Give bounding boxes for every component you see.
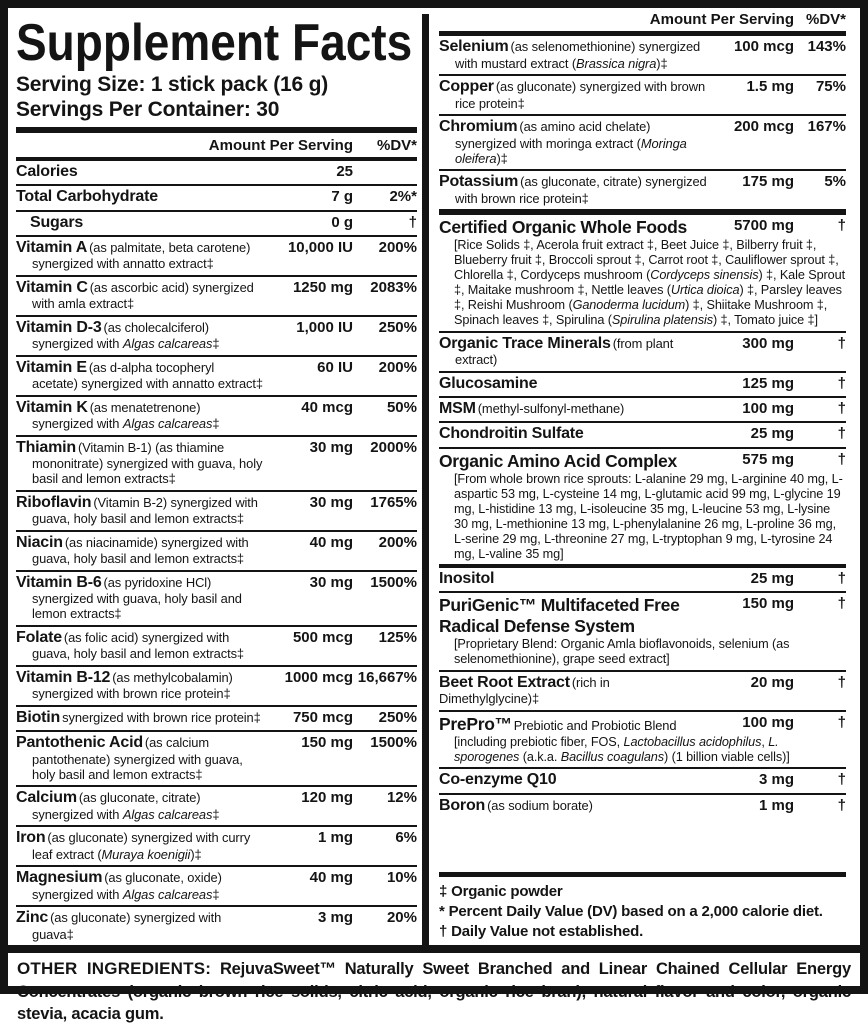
nutrient-text — [16, 909, 263, 943]
nutrient-row — [16, 184, 417, 209]
nutrient-text — [16, 574, 263, 622]
nutrient-row — [439, 591, 846, 669]
nutrient-name: Magnesium — [16, 869, 103, 887]
nutrient-text — [16, 669, 263, 703]
nutrient-row-line — [439, 570, 846, 589]
nutrient-row — [439, 710, 846, 768]
nutrient-name: PrePro™ — [439, 713, 512, 734]
nutrient-daily-value: 250% — [378, 318, 417, 336]
nutrient-name: Folate — [16, 628, 62, 646]
nutrient-name: Vitamin D-3 — [16, 318, 102, 336]
nutrient-row-line — [16, 163, 417, 182]
facts-panel — [8, 8, 860, 945]
nutrient-description: (as gluconate, citrate) synergized with Algas calcareas‡ — [32, 790, 220, 822]
nutrient-daily-value: 143% — [807, 38, 846, 55]
nutrient-text — [439, 217, 710, 237]
nutrient-row — [439, 114, 846, 169]
column-divider — [422, 14, 429, 945]
nutrient-description: (as amino acid chelate) synergized with moringa extract (Moringa oleifera)‡ — [455, 119, 687, 166]
nutrient-row-line — [16, 214, 417, 233]
nutrient-text — [439, 797, 710, 816]
serving-size: Serving Size: 1 stick pack (16 g) — [16, 73, 329, 96]
nutrient-row — [16, 435, 417, 490]
nutrient-description: (as pyridoxine HCl) synergized with guava, holy basil and lemon extracts‡ — [32, 574, 242, 622]
nutrient-amount: 100 mg — [742, 400, 794, 417]
nutrient-row-line — [16, 439, 417, 487]
nutrient-row-line — [16, 869, 417, 903]
nutrient-text — [439, 425, 710, 444]
nutrient-description: (as calcium pantothenate) synergized with guava, holy basil and lemon extracts‡ — [32, 735, 243, 782]
nutrient-description: (as gluconate, citrate) synergized with brown rice protein‡ — [455, 174, 707, 206]
servings-per-container: Servings Per Container: 30 — [16, 98, 280, 121]
nutrient-row-line — [16, 319, 417, 353]
nutrient-text — [16, 709, 263, 728]
nutrient-description: (as gluconate) synergized with brown rice protein‡ — [455, 79, 706, 111]
nutrient-amount: 120 mg — [301, 789, 353, 807]
nutrient-name: Organic Amino Acid Complex — [439, 450, 677, 471]
nutrient-description: (as gluconate, oxide) synergized with Algas calcareas‡ — [32, 870, 222, 902]
nutrient-row-line — [16, 239, 417, 273]
nutrient-text — [16, 534, 263, 568]
nutrient-description: (as niacinamide) synergized with guava, holy basil and lemon extracts‡ — [32, 534, 249, 567]
nutrient-amount: 3 mg — [317, 909, 353, 927]
nutrient-text — [16, 279, 263, 313]
nutrient-description: (Vitamin B-1) (as thiamine mononitrate) synergized with guava, holy basil and lemon extracts‡ — [32, 439, 263, 487]
nutrient-text — [439, 38, 710, 72]
nutrient-daily-value: 200% — [378, 533, 417, 551]
nutrient-row — [439, 371, 846, 396]
nutrient-daily-value: 1500% — [370, 734, 417, 752]
nutrient-row-line — [16, 789, 417, 823]
nutrient-name: Beet Root Extract — [439, 673, 570, 691]
nutrient-amount: 175 mg — [742, 173, 794, 191]
nutrient-row-line — [439, 78, 846, 112]
nutrient-daily-value: † — [408, 213, 417, 231]
nutrient-row-line — [439, 797, 846, 816]
nutrient-amount: 1250 mg — [292, 278, 353, 296]
nutrient-name: Iron — [16, 829, 46, 847]
nutrient-description: (as sodium borate) — [487, 797, 593, 813]
nutrient-amount: 25 — [336, 163, 353, 180]
nutrient-name: Vitamin C — [16, 278, 88, 296]
left-column-header — [16, 133, 417, 157]
nutrient-row — [16, 785, 417, 825]
nutrient-row — [16, 210, 417, 235]
nutrient-amount: 25 mg — [750, 570, 794, 588]
nutrient-row — [16, 315, 417, 355]
nutrient-row — [16, 730, 417, 785]
nutrient-row — [439, 331, 846, 371]
nutrient-daily-value: 5% — [824, 173, 846, 191]
nutrient-daily-value: † — [837, 425, 846, 443]
nutrient-amount: 3 mg — [758, 771, 794, 789]
nutrient-amount: 100 mg — [742, 713, 794, 731]
right-nutrient-rows — [439, 36, 846, 872]
nutrient-text — [16, 869, 263, 903]
nutrient-row — [16, 865, 417, 905]
page-title: Supplement Facts — [16, 12, 413, 72]
nutrient-amount: 200 mcg — [733, 118, 794, 136]
nutrient-daily-value: 1765% — [370, 493, 417, 511]
nutrient-name: Vitamin K — [16, 398, 88, 416]
nutrient-daily-value: † — [837, 450, 846, 468]
nutrient-amount: 1000 mcg — [284, 668, 353, 686]
nutrient-row-line — [439, 425, 846, 444]
nutrient-text — [439, 173, 710, 207]
nutrient-row-line — [16, 494, 417, 528]
dv-header: %DV* — [805, 11, 846, 28]
nutrient-daily-value: 200% — [378, 238, 417, 256]
nutrient-sublist: [From whole brown rice sprouts: L-alanine 29 mg, L-arginine 40 mg, L-aspartic 53 mg, L-cysteine 14 mg, L-glutamic acid 99 mg, L-glycine 19 mg, L-histidine 13 mg, L-isoleucine 35 mg, L-leucine 53 mg, L-lysine 30 mg, L-methionine 13 mg, L-phenylalanine 26 mg, L-proline 36 mg, L-serine 29 mg, L-threonine 27 mg, L-tryptophan 9 mg, L-tyrosine 24 mg, L-valine 35 mg] — [454, 471, 843, 561]
nutrient-text — [16, 494, 263, 528]
nutrient-row-line — [439, 118, 846, 166]
right-column — [429, 8, 852, 945]
nutrient-text — [439, 595, 710, 636]
nutrient-name: Certified Organic Whole Foods — [439, 217, 687, 238]
nutrient-description: (as selenomethionine) synergized with mustard extract (Brassica nigra)‡ — [455, 39, 701, 71]
nutrient-row — [16, 395, 417, 435]
nutrient-amount: 60 IU — [317, 358, 353, 376]
nutrient-text — [16, 359, 263, 393]
nutrient-name: Calcium — [16, 789, 77, 807]
nutrient-name: Vitamin A — [16, 238, 88, 256]
nutrient-description: synergized with brown rice protein‡ — [62, 709, 261, 725]
nutrient-daily-value: † — [837, 334, 846, 352]
nutrient-description: (as d-alpha tocopheryl acetate) synergized with annatto extract‡ — [32, 359, 263, 392]
footnote-organic-powder: ‡ Organic powder — [439, 883, 563, 901]
nutrient-daily-value: 12% — [386, 789, 417, 807]
nutrient-name: Potassium — [439, 173, 519, 191]
nutrient-amount: 300 mg — [742, 334, 794, 352]
nutrient-name: Vitamin E — [16, 358, 87, 376]
nutrient-text — [16, 789, 263, 823]
nutrient-name: Co-enzyme Q10 — [439, 771, 557, 789]
nutrient-row — [439, 564, 846, 591]
nutrient-description: (as gluconate) synergized with curry leaf extract (Muraya koenigii)‡ — [32, 830, 251, 862]
nutrient-row — [439, 209, 846, 331]
nutrient-daily-value: 200% — [378, 358, 417, 376]
nutrient-description: (as methylcobalamin) synergized with brown rice protein‡ — [32, 669, 233, 702]
nutrient-row — [16, 665, 417, 705]
nutrient-row-line — [439, 595, 846, 636]
nutrient-row — [16, 275, 417, 315]
nutrient-daily-value: 20% — [386, 909, 417, 927]
nutrient-row — [16, 905, 417, 945]
nutrient-name: Zinc — [16, 909, 49, 927]
nutrient-daily-value: 167% — [807, 118, 846, 136]
right-column-header — [439, 8, 846, 31]
nutrient-row — [439, 670, 846, 710]
nutrient-text — [439, 674, 710, 708]
left-column — [8, 8, 422, 945]
footnote-not-established: † Daily Value not established. — [439, 923, 644, 941]
nutrient-amount: 1 mg — [317, 829, 353, 847]
nutrient-row-line — [16, 709, 417, 728]
nutrient-daily-value: † — [837, 713, 846, 731]
nutrient-text — [439, 335, 710, 369]
nutrient-row-line — [439, 38, 846, 72]
nutrient-daily-value: † — [837, 771, 846, 789]
nutrient-daily-value: † — [837, 400, 846, 417]
nutrient-amount: 30 mg — [309, 493, 353, 511]
nutrient-amount: 150 mg — [742, 595, 794, 613]
nutrient-row — [439, 36, 846, 74]
nutrient-amount: 10,000 IU — [287, 238, 353, 256]
nutrient-name: Inositol — [439, 570, 495, 588]
nutrient-row-line — [16, 669, 417, 703]
nutrient-row-line — [16, 359, 417, 393]
nutrient-text — [16, 214, 263, 233]
nutrient-row-line — [16, 829, 417, 863]
nutrient-name: Organic Trace Minerals — [439, 334, 611, 352]
nutrient-amount: 5700 mg — [733, 217, 794, 235]
nutrient-amount: 100 mcg — [733, 38, 794, 55]
nutrient-daily-value: 1500% — [370, 573, 417, 591]
nutrient-text — [439, 771, 710, 790]
nutrient-daily-value: 2083% — [370, 278, 417, 296]
nutrient-row — [16, 235, 417, 275]
nutrient-row-line — [16, 399, 417, 433]
nutrient-amount: 40 mcg — [301, 398, 353, 416]
nutrient-amount: 1,000 IU — [296, 318, 353, 336]
nutrient-row-line — [16, 574, 417, 622]
nutrient-row — [439, 396, 846, 421]
nutrient-amount: 30 mg — [309, 438, 353, 456]
nutrient-text — [16, 629, 263, 663]
nutrient-daily-value: † — [837, 374, 846, 392]
nutrient-text — [16, 188, 263, 207]
nutrient-name: Niacin — [16, 533, 63, 551]
nutrient-description: (rich in Dimethylglycine)‡ — [439, 674, 610, 707]
nutrient-daily-value: † — [837, 570, 846, 588]
nutrient-row — [16, 490, 417, 530]
nutrient-name: Chondroitin Sulfate — [439, 425, 584, 443]
nutrient-row-line — [16, 734, 417, 782]
nutrient-text — [16, 163, 263, 182]
nutrient-row-line — [439, 335, 846, 369]
nutrient-name: Boron — [439, 796, 486, 814]
nutrient-sublist: [Proprietary Blend: Organic Amla bioflavonoids, selenium (as selenomethionine), grape seed extract] — [454, 637, 790, 667]
nutrient-text — [16, 439, 263, 487]
nutrient-row — [16, 161, 417, 184]
nutrient-description: (as palmitate, beta carotene) synergized with annatto extract‡ — [32, 239, 251, 272]
nutrient-description: Prebiotic and Probiotic Blend — [513, 717, 677, 733]
nutrient-name: Biotin — [16, 708, 61, 726]
nutrient-row-line — [439, 217, 846, 237]
nutrient-description: (from plant extract) — [455, 335, 674, 368]
nutrient-amount: 0 g — [331, 213, 353, 231]
nutrient-name: Pantothenic Acid — [16, 734, 143, 752]
nutrient-daily-value: † — [837, 796, 846, 814]
nutrient-description: (as cholecalciferol) synergized with Algas calcareas‡ — [32, 319, 220, 352]
nutrient-row-line — [439, 173, 846, 207]
nutrient-daily-value: † — [837, 217, 846, 235]
nutrient-description: (Vitamin B-2) synergized with guava, holy basil and lemon extracts‡ — [32, 494, 258, 527]
nutrient-row — [16, 625, 417, 665]
nutrient-text — [16, 239, 263, 273]
nutrient-row — [16, 825, 417, 865]
nutrient-row-line — [16, 279, 417, 313]
nutrient-amount: 1 mg — [758, 796, 794, 814]
nutrient-name: Riboflavin — [16, 493, 92, 511]
nutrient-text — [439, 400, 710, 419]
nutrient-text — [439, 570, 710, 589]
nutrient-row — [439, 793, 846, 818]
nutrient-amount: 1.5 mg — [746, 78, 794, 96]
nutrient-daily-value: 2%* — [389, 188, 417, 206]
nutrient-amount: 125 mg — [742, 374, 794, 392]
nutrient-amount: 40 mg — [309, 533, 353, 551]
nutrient-daily-value: 50% — [386, 398, 417, 416]
nutrient-row-line — [439, 674, 846, 708]
footnotes — [439, 872, 846, 945]
nutrient-description: (as folic acid) synergized with guava, holy basil and lemon extracts‡ — [32, 629, 244, 662]
nutrient-amount: 500 mcg — [292, 628, 353, 646]
nutrient-name: Copper — [439, 78, 494, 96]
nutrient-daily-value: 75% — [815, 78, 846, 96]
nutrient-daily-value: 250% — [378, 708, 417, 726]
nutrient-row — [439, 421, 846, 446]
nutrient-amount: 750 mcg — [292, 708, 353, 726]
nutrient-sublist: [including prebiotic fiber, FOS, Lactobacillus acidophilus, L. sporogenes (a.k.a. Bacillus coagulans) (1 billion viable cells)] — [454, 734, 790, 764]
nutrient-row-line — [16, 629, 417, 663]
nutrient-row — [16, 530, 417, 570]
nutrient-name: Vitamin B-12 — [16, 668, 111, 686]
nutrient-row-line — [439, 771, 846, 790]
nutrient-row — [16, 570, 417, 625]
other-ingredients-label: OTHER INGREDIENTS: — [17, 959, 212, 979]
nutrient-text — [16, 829, 263, 863]
nutrient-daily-value: † — [837, 595, 846, 613]
left-nutrient-rows — [16, 161, 417, 945]
nutrient-row — [439, 74, 846, 114]
nutrient-row-line — [439, 400, 846, 419]
nutrient-row-line — [16, 188, 417, 207]
dv-header: %DV* — [376, 137, 417, 154]
nutrient-sublist: [Rice Solids ‡, Acerola fruit extract ‡, Beet Juice ‡, Bilberry fruit ‡, Blueberry fruit ‡, Broccoli sprout ‡, Carrot root ‡, Cauliflower sprout ‡, Chlorella ‡, Cordyceps mushroom (Cordyceps sinensis) ‡, Kale Sprout ‡, Maitake mushroom ‡, Nettle leaves (Urtica dioica) ‡, Parsley leaves ‡, Reishi Mushroom (Ganoderma lucidum) ‡, Shiitake Mushroom ‡, Spinach leaves ‡, Spirulina (Spirulina platensis) ‡, Tomato juice ‡] — [454, 238, 846, 328]
nutrient-name: Vitamin B-6 — [16, 573, 102, 591]
nutrient-text — [439, 78, 710, 112]
nutrient-daily-value: 10% — [386, 869, 417, 887]
nutrient-name: Glucosamine — [439, 374, 538, 392]
nutrient-text — [439, 375, 710, 394]
nutrient-text — [16, 319, 263, 353]
nutrient-row — [439, 767, 846, 792]
nutrient-row-line — [439, 375, 846, 394]
amount-header: Amount Per Serving — [208, 137, 353, 154]
nutrient-daily-value: † — [837, 673, 846, 691]
footnote-daily-value: * Percent Daily Value (DV) based on a 2,000 calorie diet. — [439, 903, 823, 921]
nutrient-name: PuriGenic™ Multifaceted Free Radical Defense System — [439, 595, 680, 636]
nutrient-daily-value: 6% — [395, 829, 417, 847]
nutrient-text — [16, 734, 263, 782]
nutrient-text — [439, 118, 710, 166]
nutrient-text — [16, 399, 263, 433]
amount-header: Amount Per Serving — [649, 11, 794, 28]
nutrient-row — [439, 447, 846, 565]
nutrient-row — [16, 355, 417, 395]
nutrient-row — [439, 169, 846, 209]
other-ingredients-text: RejuvaSweet™ Naturally Sweet Branched and Linear Chained Cellular Energy Concentrates (organic brown rice solids, citric acid, organic rice bran), natural flavor and color, organic stevia, acacia gum. — [17, 960, 851, 1024]
nutrient-daily-value: 2000% — [370, 438, 417, 456]
nutrient-name: Calories — [16, 163, 78, 180]
nutrient-amount: 7 g — [331, 188, 353, 206]
nutrient-amount: 575 mg — [742, 450, 794, 468]
other-ingredients-section — [8, 945, 860, 1031]
nutrient-amount: 30 mg — [309, 573, 353, 591]
nutrient-row-line — [439, 714, 846, 734]
nutrient-amount: 40 mg — [309, 869, 353, 887]
nutrient-name: Thiamin — [16, 438, 76, 456]
nutrient-name: Chromium — [439, 118, 518, 136]
nutrient-daily-value: 125% — [378, 628, 417, 646]
nutrient-row-line — [16, 909, 417, 943]
nutrient-description: (as menatetrenone) synergized with Algas calcareas‡ — [32, 399, 220, 432]
nutrient-name: MSM — [439, 400, 476, 417]
nutrient-text — [439, 451, 710, 471]
nutrient-amount: 25 mg — [750, 425, 794, 443]
nutrient-text — [439, 714, 710, 734]
nutrient-daily-value: 16,667% — [357, 668, 417, 686]
nutrient-amount: 20 mg — [750, 673, 794, 691]
nutrient-row-line — [16, 534, 417, 568]
nutrient-description: (methyl-sulfonyl-methane) — [477, 401, 625, 416]
nutrient-row — [16, 705, 417, 730]
nutrient-name: Sugars — [30, 213, 84, 231]
nutrient-name: Selenium — [439, 38, 509, 55]
nutrient-name: Total Carbohydrate — [16, 188, 158, 206]
nutrient-row-line — [439, 451, 846, 471]
nutrient-amount: 150 mg — [301, 734, 353, 752]
nutrient-description: (as ascorbic acid) synergized with amla extract‡ — [32, 279, 254, 312]
nutrient-description: (as gluconate) synergized with guava‡ — [32, 910, 222, 942]
